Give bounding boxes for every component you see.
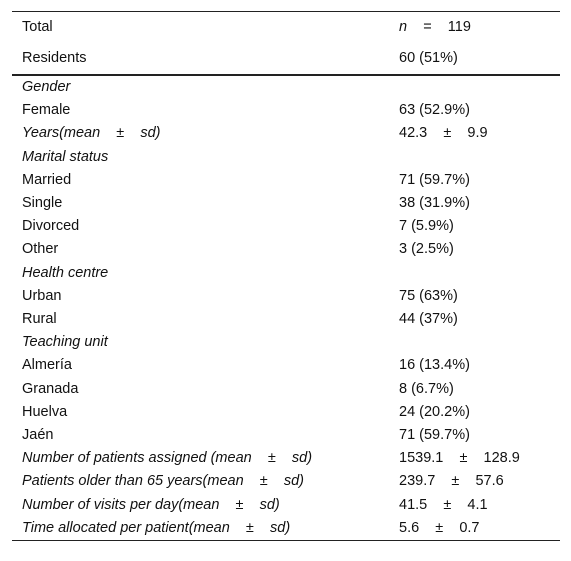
row-value: 3 (2.5%) <box>399 241 454 258</box>
table-row <box>12 285 560 308</box>
row-value <box>399 75 560 99</box>
row-label: Divorced <box>22 218 80 235</box>
total-count: = 119 <box>407 19 471 35</box>
row-value <box>399 146 560 169</box>
row-value: 60 (51%) <box>399 43 560 75</box>
section-label: Number of visits per day(mean ± sd) <box>22 496 280 513</box>
demographics-table <box>12 11 560 541</box>
row-value: 41.5 ± 4.1 <box>399 496 488 513</box>
row-value: 44 (37%) <box>399 311 458 328</box>
section-label: Patients older than 65 years(mean ± sd) <box>22 473 304 490</box>
table-row <box>12 308 560 331</box>
table-row <box>12 447 560 470</box>
table-row <box>12 354 560 377</box>
row-value <box>399 12 560 44</box>
row-value: 71 (59.7%) <box>399 427 470 444</box>
row-value: 1539.1 ± 128.9 <box>399 450 520 467</box>
row-value: 63 (52.9%) <box>399 102 470 119</box>
table-row <box>12 470 560 493</box>
section-label: Years(mean ± sd) <box>22 125 161 142</box>
table-row <box>12 215 560 238</box>
row-value: 24 (20.2%) <box>399 403 470 420</box>
table-row <box>12 122 560 145</box>
section-label: Marital status <box>22 148 109 165</box>
row-value: 7 (5.9%) <box>399 218 454 235</box>
table-row <box>12 146 560 169</box>
table-row <box>12 99 560 122</box>
section-label: Health centre <box>22 264 109 281</box>
section-label: Gender <box>22 79 71 95</box>
row-label: Female <box>22 102 71 119</box>
table-row <box>12 401 560 424</box>
row-value: 239.7 ± 57.6 <box>399 473 504 490</box>
table-row <box>12 169 560 192</box>
section-label: Number of patients assigned (mean ± sd) <box>22 450 313 467</box>
table-row-residents <box>12 43 560 75</box>
row-value: 71 (59.7%) <box>399 171 470 188</box>
table-row <box>12 262 560 285</box>
row-value: 5.6 ± 0.7 <box>399 517 560 541</box>
table-row <box>12 494 560 517</box>
row-label: Jaén <box>22 427 54 444</box>
row-label: Huelva <box>22 403 68 420</box>
row-label: Residents <box>12 43 399 75</box>
row-value <box>399 262 560 285</box>
table-row <box>12 238 560 261</box>
table-row <box>12 517 560 541</box>
table-row <box>12 192 560 215</box>
row-label: Total <box>12 12 399 44</box>
row-label: Married <box>22 171 72 188</box>
row-value <box>399 331 560 354</box>
row-label: Almería <box>22 357 72 374</box>
table-row <box>12 75 560 99</box>
row-label: Rural <box>22 311 57 328</box>
row-label: Single <box>22 195 63 212</box>
section-label: Teaching unit <box>22 334 108 351</box>
row-label: Granada <box>22 380 79 397</box>
section-label: Time allocated per patient(mean ± sd) <box>12 517 399 541</box>
row-value: 8 (6.7%) <box>399 380 454 397</box>
row-value: 42.3 ± 9.9 <box>399 125 488 142</box>
table-row-total <box>12 12 560 44</box>
table-row <box>12 378 560 401</box>
row-value: 38 (31.9%) <box>399 195 470 212</box>
row-label: Other <box>22 241 59 258</box>
table-row <box>12 424 560 447</box>
row-value: 16 (13.4%) <box>399 357 470 374</box>
row-label: Urban <box>22 287 62 304</box>
table-row <box>12 331 560 354</box>
n-symbol: n <box>399 19 408 35</box>
row-value: 75 (63%) <box>399 287 458 304</box>
